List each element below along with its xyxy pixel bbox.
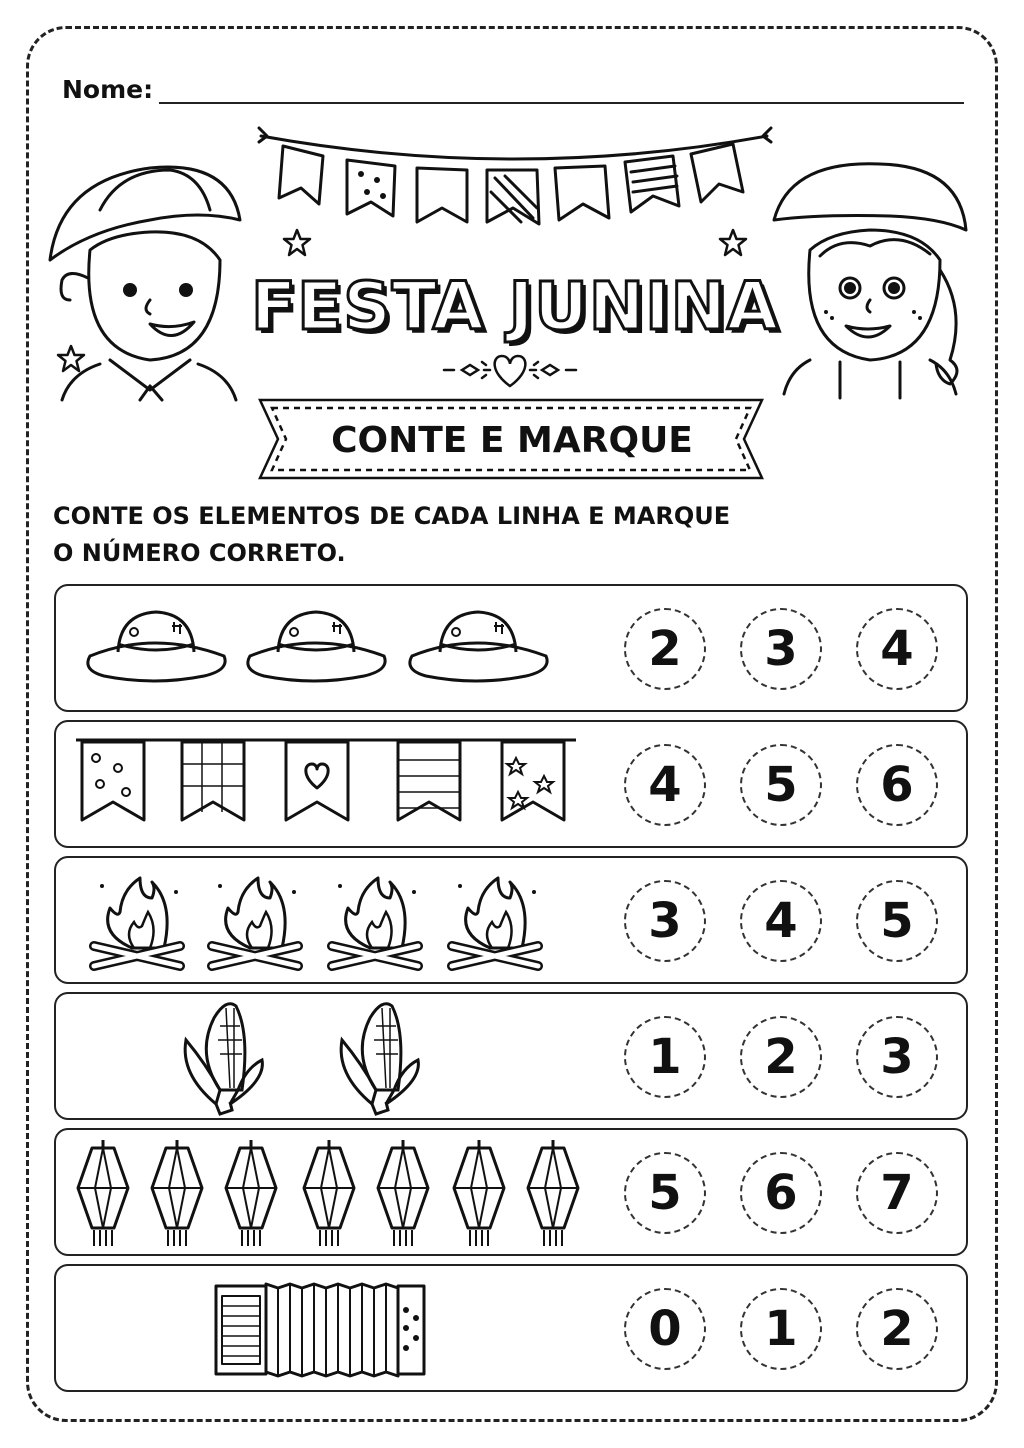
answer-option[interactable]: 2 (740, 1016, 822, 1098)
instructions (53, 498, 730, 572)
row-illustrations (56, 994, 616, 1122)
answer-option[interactable]: 1 (624, 1016, 706, 1098)
answer-option[interactable]: 6 (856, 744, 938, 826)
count-row-lanterns (54, 1128, 968, 1256)
paper-lantern-icon (304, 1140, 354, 1246)
answer-options (624, 1016, 938, 1098)
answer-option[interactable]: 3 (856, 1016, 938, 1098)
row-illustrations (56, 586, 616, 714)
bonfire-icon (212, 878, 298, 966)
bonfire-icon (332, 878, 418, 966)
answer-option[interactable]: 4 (856, 608, 938, 690)
answer-option[interactable]: 4 (624, 744, 706, 826)
paper-lantern-icon (78, 1140, 128, 1246)
answer-option[interactable]: 1 (740, 1288, 822, 1370)
answer-option[interactable]: 3 (740, 608, 822, 690)
name-field[interactable] (159, 72, 964, 104)
row-illustrations (56, 1266, 616, 1394)
answer-option[interactable]: 2 (856, 1288, 938, 1370)
count-row-bonfires (54, 856, 968, 984)
straw-hat-icon (248, 612, 385, 681)
count-row-accordion (54, 1264, 968, 1392)
answer-option[interactable]: 2 (624, 608, 706, 690)
bunting-flag-icon (182, 742, 244, 820)
answer-option[interactable]: 4 (740, 880, 822, 962)
corn-icon (185, 1004, 262, 1114)
straw-hat-icon (88, 612, 225, 681)
answer-options (624, 744, 938, 826)
count-row-hats (54, 584, 968, 712)
instructions-line-2: O NÚMERO CORRETO. (53, 539, 346, 567)
answer-option[interactable]: 5 (740, 744, 822, 826)
answer-options (624, 608, 938, 690)
star-icon (282, 228, 312, 258)
answer-option[interactable]: 6 (740, 1152, 822, 1234)
paper-lantern-icon (152, 1140, 202, 1246)
star-icon (718, 228, 748, 258)
heart-divider-icon (440, 350, 580, 390)
accordion-icon (216, 1284, 424, 1376)
answer-option[interactable]: 5 (856, 880, 938, 962)
bonfire-icon (452, 878, 538, 966)
paper-lantern-icon (528, 1140, 578, 1246)
paper-lantern-icon (226, 1140, 276, 1246)
answer-options (624, 880, 938, 962)
instructions-line-1: CONTE OS ELEMENTOS DE CADA LINHA E MARQUE (53, 502, 731, 530)
bunting-flag-icon (286, 742, 348, 820)
row-illustrations (56, 858, 616, 986)
bunting-garland-icon (255, 122, 775, 252)
answer-option[interactable]: 0 (624, 1288, 706, 1370)
answer-options (624, 1152, 938, 1234)
banner-title: CONTE E MARQUE (331, 420, 693, 461)
count-row-corn (54, 992, 968, 1120)
bunting-flag-icon (82, 742, 144, 820)
name-label: Nome: (62, 75, 154, 104)
name-row (62, 72, 964, 104)
bonfire-icon (94, 878, 180, 966)
row-illustrations (56, 1130, 616, 1258)
answer-option[interactable]: 3 (624, 880, 706, 962)
corn-icon (341, 1004, 418, 1114)
answer-option[interactable]: 5 (624, 1152, 706, 1234)
straw-hat-icon (410, 612, 547, 681)
page-title: FESTA JUNINA (251, 268, 779, 345)
count-row-flags (54, 720, 968, 848)
boy-character-icon (40, 150, 250, 400)
paper-lantern-icon (378, 1140, 428, 1246)
girl-character-icon (770, 160, 980, 400)
answer-options (624, 1288, 938, 1370)
row-illustrations (56, 722, 616, 850)
paper-lantern-icon (454, 1140, 504, 1246)
answer-option[interactable]: 7 (856, 1152, 938, 1234)
